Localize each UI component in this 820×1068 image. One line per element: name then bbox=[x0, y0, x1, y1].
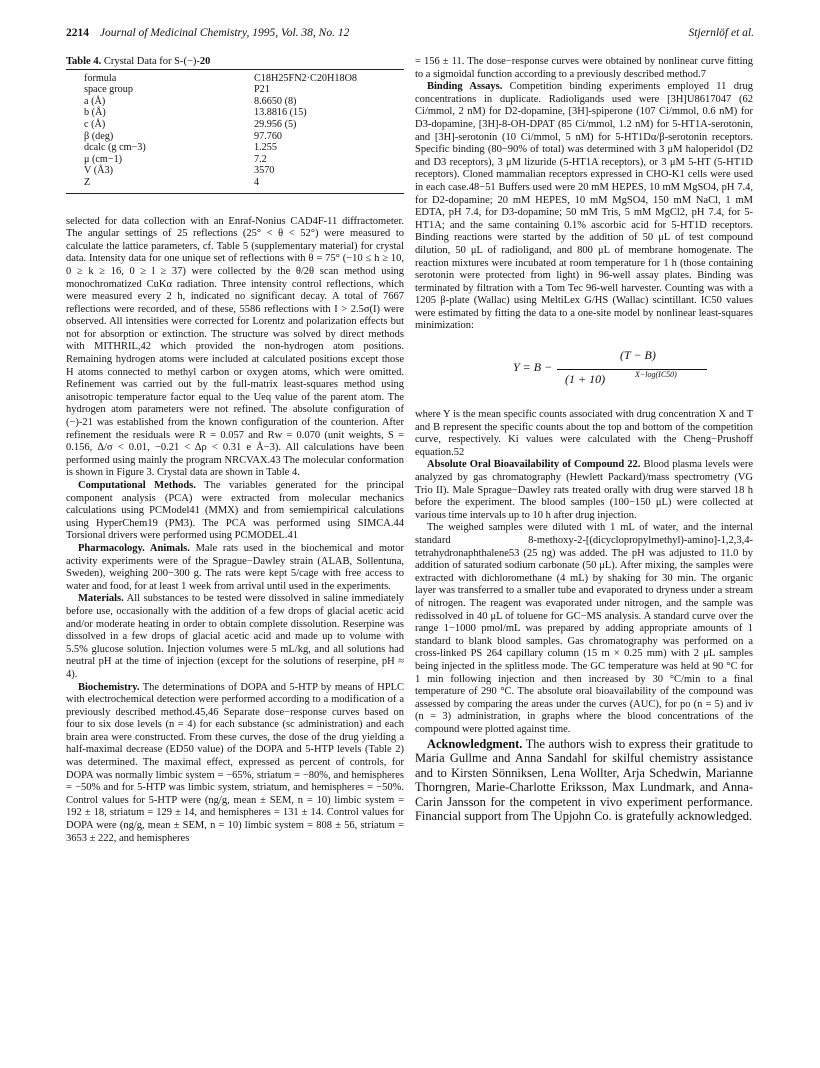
crystal-data-row bbox=[66, 142, 404, 154]
page-number: 2214 bbox=[66, 27, 89, 39]
text-biochemistry: The determinations of DOPA and 5-HTP by means of HPLC with electrochemical detection were performed according to a modification of a previously described method.45,46 Separate dose−response curves based on four to six dose levels (n = 4) for each substance (sc administration) and each brain area were constructed. From these curves, the dose of the drug yielding a half-maximal decrease (ED50 value) of the DOPA and 5-HTP levels (Table 2) was determined. The maximal effect, expressed as percent of controls, for DOPA was normally limbic system = −65%, striatum = −80%, and hemispheres = −50% and for 5-HTP was limbic system, striatum, and hemispheres = −50%. Control values for 5-HTP were (ng/g, mean ± SEM, n = 10) limbic system = 192 ± 18, striatum = 129 ± 14, and hemispheres = 131 ± 14. Control values for DOPA were (ng/g, mean ± SEM, n = 10) limbic system = 808 ± 56, striatum = 3653 ± 222, and hemispheres bbox=[66, 681, 404, 844]
header-authors: Stjernlöf et al. bbox=[688, 27, 754, 39]
crystal-data-row bbox=[66, 131, 404, 143]
paragraph-computational-methods bbox=[66, 480, 404, 543]
table-4-label: Table 4. bbox=[66, 56, 102, 67]
crystal-data-row bbox=[66, 84, 404, 96]
paragraph-biochemistry bbox=[66, 682, 404, 846]
crystal-data-row bbox=[66, 154, 404, 166]
crystal-data-row bbox=[66, 69, 404, 84]
table-4-title bbox=[66, 56, 404, 69]
heading-materials: Materials. bbox=[78, 593, 124, 605]
crystal-data-label: c (Å) bbox=[84, 118, 106, 130]
header-left bbox=[66, 27, 349, 39]
crystal-data-label: a (Å) bbox=[84, 95, 106, 107]
journal-citation: Journal of Medicinal Chemistry, 1995, Vol. 38, No. 12 bbox=[99, 27, 350, 39]
paragraph-bioavailability bbox=[415, 459, 753, 522]
running-header bbox=[66, 27, 754, 45]
crystal-data-row bbox=[66, 177, 404, 193]
paragraph-crystallography: selected for data collection with an Enraf-Nonius CAD4F-11 diffractometer. The angular settings of 25 reflections (25° < θ < 52°) were measured to calculate the lattice parameters, cf. Table 5 (supplementary material) for crystal data. Intensity data for one unique set of reflections with θ = 75° (−10 ≤ h ≥ 10, 0 ≥ k ≥ 16, 0 ≥ l ≥ 37) were collected by the θ/2θ scan method using monochromatized CuKα radiation. Three intensity control reflections, which were measured every 2 h, indicated no significant decay. A total of 7667 reflections were recorded, and of these, 5586 reflections with I > 2.5σ(I) were observed. All intensities were corrected for Lorentz and polarization effects but not for absorption or extinction. The structure was solved by direct methods with MITHRIL,42 which provided the non-hydrogen atom positions. Remaining hydrogen atoms were included at calculated positions except those H atoms connected to methyl carbon or oxygen atoms, which were omitted. Refinement was carried out by the full-matrix least-squares method using anisotropic temperature factor equal to the Ueq value of the parent atom. The hydrogen atom parameters were not refined. The absolute configuration of (−)-21 was established from the known configuration of the counterion. After refinement the residuals were R = 0.057 and Rw = 0.070 (unit weights, S = 0.156, Δ/σ < 0.01, −0.21 < Δρ < 0.31 e Å−3). All calculations have been performed using mainly the program NRCVAX.43 The molecular conformation is shown in Figure 3. Crystal data are shown in Table 4. bbox=[66, 215, 404, 479]
crystal-data-label: V (Å3) bbox=[84, 165, 113, 177]
crystal-data-value: C18H25FN2·C20H18O8 bbox=[254, 72, 358, 84]
heading-acknowledgment: Acknowledgment. bbox=[427, 736, 523, 751]
crystal-data-label: formula bbox=[84, 72, 117, 84]
crystal-data-value: 29.956 (5) bbox=[254, 118, 297, 130]
crystal-data-value: 4 bbox=[254, 176, 260, 188]
crystal-data-table bbox=[66, 69, 404, 194]
equation-lhs: Y = B − bbox=[513, 360, 553, 375]
fraction-bar bbox=[557, 369, 707, 370]
equation-exponent: X−log(IC50) bbox=[635, 370, 677, 380]
paragraph-sample-prep: The weighed samples were diluted with 1 mL of water, and the internal standard 8-methoxy-2-[(dicyclopropylmethyl)-amino]-1,2,3,4-tetrahydronaphthalene53 (25 ng) was added. The pH was adjusted to 11.0 by addition of saturated sodium carbonate (50 μL). After mixing, the samples were extracted with dichloromethane (4 mL) by shaking for 30 min. The organic layer was transferred to a smaller tube and evaporated to dryness under a stream of nitrogen. The reagent was evaporated under nitrogen, and the sample was redissolved in 40 μL of toluene for GC−MS analysis. A standard curve over the range 1−1000 pmol/mL was prepared by adding appropriate amounts of 1 standard to blank blood samples. Gas chromatography was performed on a cross-linked PS 264 capillary column (15 m × 0.25 mm) with 2 μL samples being injected in the splitless mode. The GC temperature was held at 90 °C for 1 min following injection and then increased by 30 °C/min to a final temperature of 290 °C. The absolute oral bioavailability of the compound was assessed by comparing the areas under the curves (AUC), for po (n = 5) and iv (n = 3) administration, in graphs where the blood concentrations of the compound were plotted against time. bbox=[415, 522, 753, 735]
crystal-data-value: 1.255 bbox=[254, 142, 277, 154]
crystal-data-row bbox=[66, 96, 404, 108]
paragraph-acknowledgment bbox=[415, 737, 753, 825]
equation-denominator: (1 + 10) bbox=[565, 372, 606, 387]
crystal-data-value: 3570 bbox=[254, 165, 275, 177]
paragraph-materials bbox=[66, 593, 404, 681]
crystal-data-label: β (deg) bbox=[84, 130, 114, 142]
crystal-data-label: b (Å) bbox=[84, 107, 106, 119]
table-4-compound: 20 bbox=[199, 56, 211, 67]
right-column bbox=[415, 56, 753, 824]
heading-biochemistry: Biochemistry. bbox=[78, 681, 140, 693]
crystal-data-row bbox=[66, 119, 404, 131]
crystal-data-label: dcalc (g cm−3) bbox=[84, 142, 146, 154]
paragraph-equation-explanation: where Y is the mean specific counts associated with drug concentration X and T and B represent the specific counts about the top and bottom of the competition curve, respectively. Ki values were calculated with the Cheng−Prushoff equation.52 bbox=[415, 409, 753, 458]
heading-binding-assays: Binding Assays. bbox=[427, 81, 503, 93]
crystal-data-label: μ (cm−1) bbox=[84, 153, 123, 165]
ic50-equation bbox=[415, 347, 753, 393]
paragraph-binding-assays bbox=[415, 81, 753, 333]
left-column bbox=[66, 56, 404, 845]
crystal-data-label: Z bbox=[84, 176, 91, 188]
text-bioavailability: Blood plasma levels were analyzed by gas chromatography (Hewlett Packard)/mass spectrometry (VG Trio II). Male Sprague−Dawley rats treated orally with drug were starved 18 h before the experiment. The blood samples (100−150 μL) were collected at various time intervals up to 10 h after drug injection. bbox=[415, 459, 753, 521]
crystal-data-row bbox=[66, 165, 404, 177]
text-acknowledgment: The authors wish to express their gratitude to Maria Gullme and Anna Sandahl for skilful chemistry assistance and to Kirsten Sönniksen, Lena Wollter, Arja Schedwin, Marianne Thorngren, Marie-Charlotte Eriksson, Max Lundmark, and Anna-Carin Jansson for the competent in vivo experiment performance. Financial support from The Upjohn Co. is gratefully acknowledged. bbox=[415, 736, 753, 824]
crystal-data-row bbox=[66, 107, 404, 119]
heading-bioavailability: Absolute Oral Bioavailability of Compound 22. bbox=[427, 459, 641, 471]
equation-numerator: (T − B) bbox=[620, 348, 656, 363]
paragraph-pharmacology-animals bbox=[66, 543, 404, 593]
crystal-data-value: P21 bbox=[254, 84, 270, 96]
crystal-data-value: 8.6650 (8) bbox=[254, 95, 297, 107]
text-computational-methods: The variables generated for the principal component analysis (PCA) were extracted from molecular mechanics calculations using PCModel41 (MMX) and from semiempirical calculations using HyperChem19 (PM3). The PCA was performed using SIMCA.44 Torsional drivers were performed using PCMODEL.41 bbox=[66, 480, 404, 542]
table-4-caption: Crystal Data for S-(−)- bbox=[103, 56, 200, 67]
crystal-data-value: 97.760 bbox=[254, 130, 283, 142]
paragraph-continued: = 156 ± 11. The dose−response curves were obtained by nonlinear curve fitting to a sigmoidal function according to a previously described method.7 bbox=[415, 56, 753, 80]
crystal-data-value: 13.8816 (15) bbox=[254, 107, 307, 119]
crystal-data-value: 7.2 bbox=[254, 153, 267, 165]
text-binding-assays: Competition binding experiments employed 11 drug concentrations in duplicate. Radioligands used were [3H]U8617047 (62 Ci/mmol, 2 nM) for D2-dopamine, [3H]-spiperone (107 Ci/mmol, 0.6 nM) for D3-dopamine, [3H]-8-OH-DPAT (85 Ci/mmol, 1.2 nM) for 5-HT1A-serotonin, and [3H]-serotonin (10 Ci/mmol, 5 nM) for 5-HT1Dα/β-serotonin receptors. Specific binding (80−90% of total) was determined with 3 μM haloperidol (D2 and D3 receptors), 3 μM lizuride (5-HT1A receptors), or 3 μM 5-HT (5-HT1D receptors). Cloned mammalian receptors expressed in CHO-K1 cells were used in each case.48−51 Buffers used were 20 mM HEPES, 10 mM MgSO4, pH 7.4, for D2-dopamine; 20 mM HEPES, 10 mM MgSO4, 150 mM NaCl, 1 mM EDTA, pH 7.4, for D3-dopamine; 50 mM Tris, 5 mM MgCl2, pH 7.4, for 5-HT1A; and the same containing 0.1% ascorbic acid for 5-HT1D receptors. Binding reactions were started by the addition of 50 μL of test compound dilution, 50 μL of radioligand, and 800 μL of membrane homogenate. The reaction mixtures were incubated at room temperature for 1 h (those containing serotonin were protected from light) in 96-well assay plates. Binding was terminated by filtration with a Tom Tec 96-well harvester. Counting was with a 1205 β-plate (Wallac) using MeltiLex G/HS (Wallac) scintillant. IC50 values were estimated by fitting the data to a one-site model by nonlinear least-squares minimization: bbox=[415, 81, 753, 332]
text-pharmacology-animals: Male rats used in the biochemical and motor activity experiments were of the Sprague−Dawley strain (ALAB, Sollentuna, Sweden), weighing 200−300 g. The rats were kept 5/cage with free access to water and food, for at least 1 week from arrival until used in the experiments. bbox=[66, 542, 405, 592]
heading-computational-methods: Computational Methods. bbox=[78, 480, 196, 491]
heading-pharmacology-animals: Pharmacology. Animals. bbox=[78, 542, 190, 554]
crystal-data-label: space group bbox=[84, 84, 133, 96]
text-materials: All substances to be tested were dissolved in saline immediately before use, occasionally with the addition of a few drops of glacial acetic acid and/or moderate heating in order to obtain complete dissolution. Reserpine was dissolved in a few drops of glacial acetic acid and made up to volume with 5.5% glucose solution. Injection volumes were 5 mL/kg, and all solutions had neutral pH at the time of injection (except for the solutions of reserpine, pH ≈ 4). bbox=[66, 593, 404, 680]
